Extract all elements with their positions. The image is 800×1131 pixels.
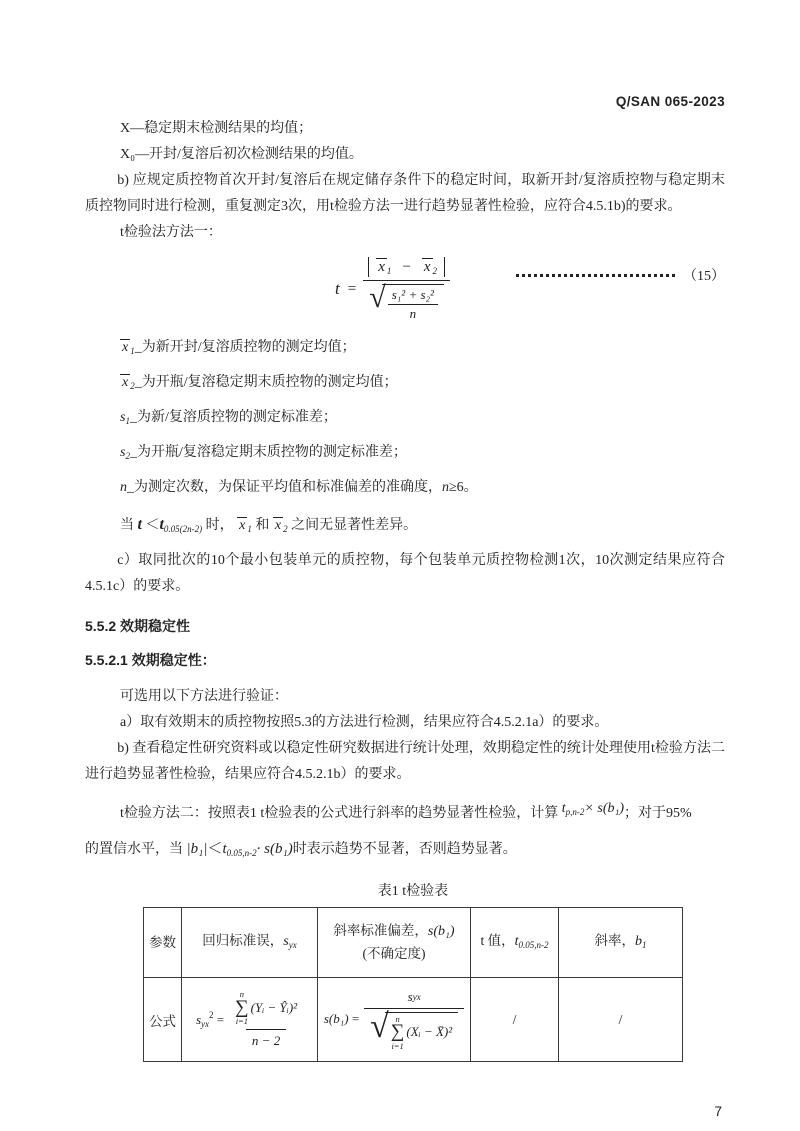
b1-abs: |b₁|	[186, 841, 208, 857]
sigma-sign2: ∑	[390, 1021, 405, 1043]
definition-xbar1	[120, 338, 725, 361]
n-minus-2: n − 2	[251, 1032, 281, 1048]
b-sub: 1	[642, 939, 647, 950]
regression-error-label: 回归标准误，	[202, 932, 284, 948]
sqrt-sign2: √	[370, 1007, 389, 1045]
item-a: a）取有效期末的质控物按照5.3的方法进行检测，结果应符合4.5.2.1a）的要求。	[120, 715, 609, 730]
slope-sd-line2: (不确定度)	[362, 946, 426, 961]
slope-sd-label: 斜率标准偏差，	[333, 923, 428, 938]
header-cell-slope	[559, 908, 683, 978]
sigma-sign: ∑	[235, 996, 249, 1018]
radical	[369, 280, 444, 322]
xbar2-sub: 2	[432, 265, 438, 276]
t-condition-pre: 当	[120, 518, 134, 533]
syx-formula	[185, 990, 314, 1048]
t-crit-base: t	[222, 841, 227, 857]
s-base: s	[283, 933, 289, 949]
sum-lower: i=1	[235, 1016, 249, 1027]
less-than-sign: ＜	[145, 518, 160, 533]
s1-symbol-sub: 1	[125, 416, 130, 426]
t-crit-symbol	[515, 934, 549, 949]
xbar1-symbol: x	[122, 340, 129, 355]
t-var: t	[137, 516, 142, 533]
method2-text1: t检验方法二：按照表1 t检验表的公式进行斜率的趋势显著性检验，计算	[120, 806, 559, 821]
method2-text4: 时表示趋势不显著，否则趋势显著。	[292, 842, 517, 857]
definition-text: _为新开封/复溶质控物的测定均值；	[134, 340, 356, 355]
paragraph-c: c）取同批次的10个最小包装单元的质控物，每个包装单元质控物检测1次，10次测定结果应符合4.5.1c）的要求。	[85, 553, 725, 594]
t-crit-sub: 0.05,n-2	[226, 848, 257, 858]
slope-label: 斜率，	[594, 932, 635, 948]
t-method2-line1	[85, 798, 725, 833]
method2-formula1	[562, 801, 624, 816]
sb1-lhs	[324, 1011, 359, 1027]
definition-text: _为开瓶/复溶稳定期末质控物的测定均值；	[134, 375, 398, 390]
syx-fraction	[229, 990, 303, 1048]
definition-tail-text: ≥6。	[449, 480, 478, 495]
section-heading-552: 5.5.2 效期稳定性	[85, 618, 191, 634]
t-condition-post: 之间无显著性差异。	[291, 518, 418, 533]
equals-sign3: =	[351, 1011, 360, 1027]
t-base2: t	[514, 933, 519, 949]
formula-15-fraction	[362, 257, 451, 322]
slope-formula-cell	[559, 978, 683, 1062]
verify-intro: 可选用以下方法进行验证：	[120, 689, 288, 704]
page-header	[85, 94, 725, 110]
equals-sign: =	[347, 280, 357, 297]
syx-formula-cell	[182, 978, 318, 1062]
sb1-var: s(b₁)	[323, 1011, 349, 1027]
t-critical-sub: 0.05(2n-2)	[163, 524, 203, 534]
inner-fraction	[388, 287, 438, 322]
definition-text: _为开瓶/复溶稳定期末质控物的测定标准差；	[129, 445, 407, 460]
less-than-sign2: ＜	[207, 841, 223, 857]
s-var: s	[195, 1011, 201, 1027]
summation2	[391, 1015, 405, 1050]
s-var-sub: yx	[201, 1018, 209, 1029]
t-value-formula-cell	[471, 978, 559, 1062]
t-method1-label: t检验法方法一：	[120, 225, 222, 240]
dotted-leader	[516, 274, 675, 277]
and-text: 和	[255, 518, 270, 533]
xbar1-ref-sub: 1	[247, 524, 252, 534]
slope-sd-line1	[321, 920, 467, 943]
t-critical: t	[159, 516, 164, 533]
equals-sign2: =	[216, 1011, 225, 1027]
definition-text: _为新/复溶质控物的测定标准差；	[129, 410, 337, 425]
definition-n	[120, 478, 725, 498]
formula2-rest: · s(b₁)	[256, 841, 293, 857]
definition-s2	[120, 443, 725, 466]
definition-x0: X₀—开封/复溶后初次检测结果的均值。	[120, 147, 363, 162]
definition-text: _为测定次数，为保证平均值和标准偏差的准确度，	[127, 480, 442, 495]
parameter-label: 参数	[149, 934, 176, 950]
s1-symbol: s	[120, 410, 126, 425]
method2-text2: ；对于95%	[624, 806, 692, 821]
definition-xbar2	[120, 373, 725, 396]
s2-symbol-sub: 2	[125, 451, 130, 461]
xbar2-ref: x	[274, 518, 282, 533]
sqrt-sign: √	[369, 280, 386, 314]
xbar2-symbol: x	[122, 375, 129, 390]
formula1-rest: × s(b₁)	[584, 801, 625, 816]
definition-x: X—稳定期末检测结果的均值；	[120, 121, 313, 136]
definition-s1	[120, 408, 725, 431]
t-base: t	[561, 801, 566, 816]
syx-lhs	[196, 1010, 224, 1029]
slash-placeholder2: /	[618, 1011, 623, 1027]
yx-sub: yx	[288, 939, 297, 950]
n-symbol: n	[120, 480, 127, 495]
xbar1: x	[378, 258, 385, 275]
formula-number: （15）	[683, 269, 725, 284]
header-cell-regression-error	[182, 908, 318, 978]
s-num: s	[407, 988, 413, 1004]
sb1-formula	[321, 989, 467, 1050]
formula-15-t: t	[335, 279, 340, 298]
xbar1-ref: x	[239, 518, 246, 533]
sum-lower2: i=1	[391, 1040, 404, 1051]
xbar1-sub: 1	[386, 265, 392, 276]
b1-symbol	[635, 934, 647, 949]
t-base-sub: p,n-2	[565, 807, 585, 817]
section-heading-5521: 5.5.2.1 效期稳定性：	[85, 652, 216, 668]
method2-text3: 的置信水平，当	[85, 842, 183, 857]
xbar1-symbol-sub: 1	[130, 346, 135, 356]
xbar2: x	[423, 258, 431, 275]
summation	[235, 990, 249, 1025]
doc-number: Q/SAN 065-2023	[615, 94, 725, 109]
x-deviation-expression: (Xᵢ − X̄)²	[406, 1024, 453, 1040]
header-cell-parameter	[144, 908, 182, 978]
xbar2-ref-sub: 2	[283, 524, 288, 534]
n-denominator: n	[388, 304, 438, 322]
sum-upper: n	[239, 989, 244, 1000]
t-method2-line2	[85, 833, 725, 869]
sb1-symbol: s(b₁)	[427, 924, 455, 939]
formula-15	[85, 252, 725, 326]
header-cell-slope-sd	[318, 908, 471, 978]
paragraph-b: b) 应规定质控物首次开封/复溶后在规定储存条件下的稳定时间，取新开封/复溶质控物与稳定期末质控物同时进行检测，重复测定3次，用t检验方法一进行趋势显著性检验，应符合4.5.1b)的要求。	[85, 173, 725, 214]
variance-sum: s₁² + s₂²	[391, 286, 434, 302]
table-caption: 表1 t检验表	[377, 884, 449, 899]
sum-upper2: n	[395, 1013, 400, 1024]
s2-symbol: s	[120, 445, 126, 460]
table-header-row	[144, 908, 683, 978]
t-condition	[120, 512, 725, 542]
xbar2-symbol-sub: 2	[130, 381, 135, 391]
sb1-formula-cell	[318, 978, 471, 1062]
sb1-fraction	[364, 989, 464, 1050]
b-base: b	[635, 933, 642, 949]
s-var-sup: 2	[209, 1009, 214, 1020]
item-b: b) 查看稳定性研究资料或以稳定性研究数据进行统计处理，效期稳定性的统计处理使用t检验方法二进行趋势显著性检验，结果应符合4.5.2.1b）的要求。	[85, 741, 725, 782]
formula-15-math	[335, 257, 451, 322]
formula-row-label-cell	[144, 978, 182, 1062]
t-test-table	[143, 907, 683, 1062]
table-formula-row	[144, 978, 683, 1062]
absolute-value-box	[368, 257, 445, 277]
s-num-sub: yx	[412, 991, 421, 1002]
minus-sign: −	[402, 258, 411, 275]
radical2	[370, 1007, 458, 1051]
syx-symbol	[283, 934, 296, 949]
header-cell-t-value	[471, 908, 559, 978]
slash-placeholder: /	[512, 1011, 517, 1027]
page-number: 7	[714, 1104, 722, 1119]
n-symbol-tail: n	[442, 480, 449, 495]
t-condition-mid: 时，	[205, 518, 234, 533]
formula-label: 公式	[149, 1013, 176, 1029]
residual-expression: (Yᵢ − Ŷᵢ)²	[250, 999, 298, 1015]
method2-formula2	[187, 841, 293, 857]
t-value-label: t 值，	[480, 932, 515, 948]
t-crit-sub2: 0.05,n-2	[518, 939, 549, 950]
